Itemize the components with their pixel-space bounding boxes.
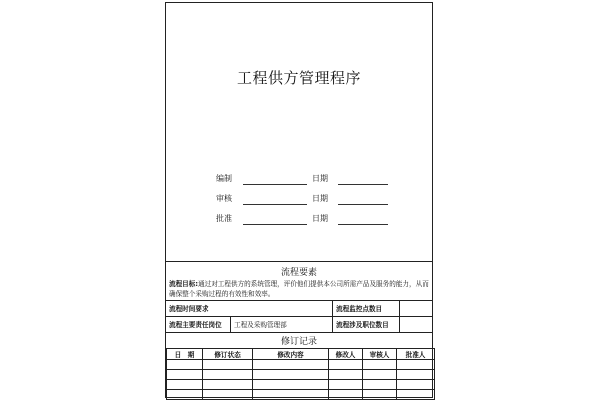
revision-record-heading: 修订记录 [280, 337, 317, 347]
table-cell[interactable] [253, 390, 329, 400]
owner-value: 工程及采购管理部 [234, 321, 287, 329]
process-elements-heading: 流程要素 [280, 268, 317, 278]
process-goal-label: 流程目标: [169, 280, 199, 288]
table-cell[interactable] [397, 380, 435, 390]
time-requirement-label: 流程时间要求 [169, 305, 209, 313]
col-header-date: 日 期 [167, 349, 203, 360]
table-row [167, 360, 435, 370]
process-elements-section [166, 261, 432, 400]
process-goal-text: 通过对工程供方的系统管理，评价他们提供本公司所需产品及服务的能力，从而确保整个采购过程的有效性和效率。 [169, 280, 429, 298]
table-cell[interactable] [167, 380, 203, 390]
signature-line[interactable] [243, 224, 307, 225]
process-owner-row [166, 316, 432, 333]
date-label: 日期 [312, 174, 328, 183]
table-cell[interactable] [329, 380, 363, 390]
table-cell[interactable] [397, 390, 435, 400]
table-cell[interactable] [397, 360, 435, 370]
table-cell[interactable] [253, 380, 329, 390]
document-title: 工程供方管理程序 [236, 69, 361, 87]
col-header-approver: 批准人 [397, 349, 435, 360]
table-cell[interactable] [167, 370, 203, 380]
table-row [167, 370, 435, 380]
signoff-row-reviewed [216, 193, 416, 205]
positions-count-value[interactable] [400, 317, 433, 333]
monitor-points-value[interactable] [400, 301, 433, 317]
date-line[interactable] [338, 184, 388, 185]
table-cell[interactable] [253, 360, 329, 370]
revision-table [166, 348, 435, 400]
process-time-row [166, 300, 432, 317]
table-cell[interactable] [167, 390, 203, 400]
table-row [167, 380, 435, 390]
signoff-label: 批准 [216, 214, 232, 223]
revision-header-row [167, 349, 435, 360]
table-cell[interactable] [167, 360, 203, 370]
table-cell[interactable] [397, 370, 435, 380]
owner-label: 流程主要责任岗位 [169, 321, 222, 329]
signature-line[interactable] [243, 184, 307, 185]
table-cell[interactable] [203, 380, 253, 390]
table-cell[interactable] [253, 370, 329, 380]
table-cell[interactable] [363, 360, 397, 370]
col-header-status: 修订状态 [203, 349, 253, 360]
process-goal [169, 279, 431, 299]
table-cell[interactable] [363, 390, 397, 400]
table-cell[interactable] [329, 360, 363, 370]
date-label: 日期 [312, 194, 328, 203]
table-cell[interactable] [203, 360, 253, 370]
signoff-row-approved [216, 213, 416, 225]
signoff-label: 审核 [216, 194, 232, 203]
signoff-row-prepared [216, 173, 416, 185]
date-line[interactable] [338, 224, 388, 225]
col-header-modifier: 修改人 [329, 349, 363, 360]
signoff-label: 编制 [216, 174, 232, 183]
table-row [167, 390, 435, 400]
date-line[interactable] [338, 204, 388, 205]
col-header-reviewer: 审核人 [363, 349, 397, 360]
table-cell[interactable] [363, 370, 397, 380]
col-header-content: 修改内容 [253, 349, 329, 360]
table-cell[interactable] [329, 370, 363, 380]
signature-line[interactable] [243, 204, 307, 205]
table-cell[interactable] [363, 380, 397, 390]
document-page [165, 2, 433, 398]
table-cell[interactable] [329, 390, 363, 400]
monitor-points-label: 流程监控点数目 [336, 305, 383, 313]
positions-count-label: 流程涉及职位数目 [336, 321, 389, 329]
revision-table-body [167, 360, 435, 400]
section-divider [166, 332, 432, 333]
date-label: 日期 [312, 214, 328, 223]
table-cell[interactable] [203, 390, 253, 400]
table-cell[interactable] [203, 370, 253, 380]
